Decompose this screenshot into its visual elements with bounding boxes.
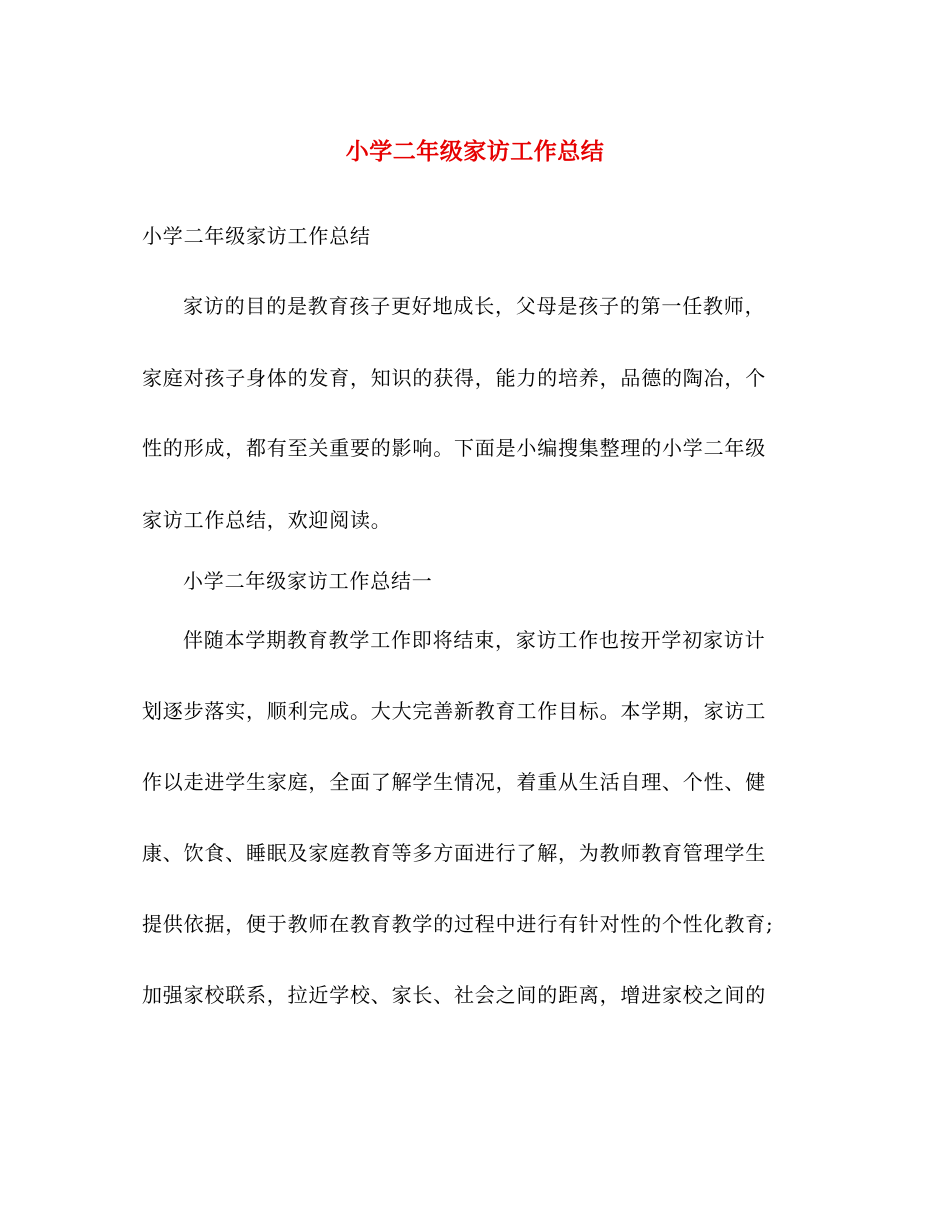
paragraph-line: 家庭对孩子身体的发育，知识的获得，能力的培养，品德的陶冶，个 <box>142 366 766 390</box>
paragraph-line: 加强家校联系，拉近学校、家长、社会之间的距离，增进家校之间的 <box>142 983 766 1007</box>
document-title: 小学二年级家访工作总结 <box>345 138 605 165</box>
paragraph-line: 作以走进学生家庭，全面了解学生情况，着重从生活自理、个性、健 <box>142 770 766 794</box>
subtitle-line: 小学二年级家访工作总结 <box>142 224 371 248</box>
paragraph-line: 划逐步落实，顺利完成。大大完善新教育工作目标。本学期，家访工 <box>142 699 766 723</box>
paragraph-line: 家访工作总结，欢迎阅读。 <box>142 508 392 532</box>
paragraph-line: 伴随本学期教育教学工作即将结束，家访工作也按开学初家访计 <box>183 628 766 652</box>
paragraph-line: 康、饮食、睡眠及家庭教育等多方面进行了解，为教师教育管理学生 <box>142 841 766 865</box>
section-heading: 小学二年级家访工作总结一 <box>183 569 433 593</box>
paragraph-line: 提供依据，便于教师在教育教学的过程中进行有针对性的个性化教育; <box>142 912 774 936</box>
paragraph-line: 性的形成，都有至关重要的影响。下面是小编搜集整理的小学二年级 <box>142 436 766 460</box>
paragraph-line: 家访的目的是教育孩子更好地成长，父母是孩子的第一任教师， <box>183 294 766 318</box>
